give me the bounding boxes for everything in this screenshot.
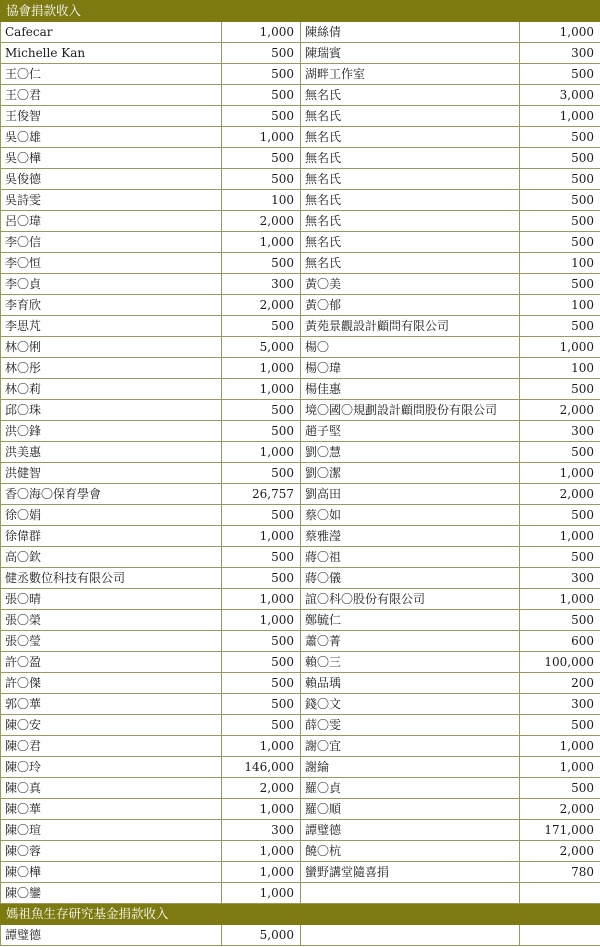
donor-name: 徐偉群	[1, 526, 222, 547]
table-row	[1, 85, 600, 106]
donation-amount: 1,000	[222, 127, 301, 148]
donor-name: 洪美惠	[1, 442, 222, 463]
donation-amount: 780	[520, 862, 600, 883]
donation-amount: 100	[520, 253, 600, 274]
donation-amount: 200	[520, 673, 600, 694]
table-row	[1, 736, 600, 757]
table-row	[1, 337, 600, 358]
donor-name: 饒〇杭	[301, 841, 520, 862]
donation-amount: 500	[520, 190, 600, 211]
donation-amount: 500	[520, 715, 600, 736]
donor-name: 趙子堅	[301, 421, 520, 442]
donor-name: 黃〇美	[301, 274, 520, 295]
table-row	[1, 295, 600, 316]
donation-amount: 500	[222, 106, 301, 127]
donation-amount: 300	[520, 421, 600, 442]
donation-amount: 500	[520, 211, 600, 232]
donor-name: 無名氏	[301, 106, 520, 127]
donation-amount: 1,000	[520, 463, 600, 484]
donation-amount: 2,000	[222, 295, 301, 316]
donation-amount: 2,000	[222, 778, 301, 799]
donor-name: 謝綸	[301, 757, 520, 778]
donor-name: 鄭毓仁	[301, 610, 520, 631]
table-row	[1, 778, 600, 799]
donation-amount: 100,000	[520, 652, 600, 673]
donation-amount: 500	[520, 547, 600, 568]
donation-amount: 171,000	[520, 820, 600, 841]
donor-name: 賴品瑀	[301, 673, 520, 694]
table-row	[1, 316, 600, 337]
donor-name: 無名氏	[301, 85, 520, 106]
donor-name: 陳〇樺	[1, 862, 222, 883]
donation-amount: 500	[520, 442, 600, 463]
table-row	[1, 841, 600, 862]
table-row	[1, 757, 600, 778]
table-row	[1, 652, 600, 673]
donation-amount: 1,000	[222, 883, 301, 904]
donation-amount: 500	[222, 463, 301, 484]
donation-amount: 500	[222, 421, 301, 442]
donor-name: 陳〇真	[1, 778, 222, 799]
table-row	[1, 883, 600, 904]
donation-amount: 500	[222, 43, 301, 64]
donation-amount: 500	[520, 778, 600, 799]
donor-name: 陳〇瑄	[1, 820, 222, 841]
table-row	[1, 505, 600, 526]
donor-name: 林〇俐	[1, 337, 222, 358]
donation-amount: 500	[520, 379, 600, 400]
donation-amount: 2,000	[520, 841, 600, 862]
donor-name: 蔡〇如	[301, 505, 520, 526]
donation-amount: 100	[520, 295, 600, 316]
donor-name: 張〇晴	[1, 589, 222, 610]
section-header	[1, 904, 600, 925]
table-row	[1, 169, 600, 190]
donor-name: 無名氏	[301, 127, 520, 148]
table-row	[1, 589, 600, 610]
table-row	[1, 358, 600, 379]
donor-name	[301, 925, 520, 946]
table-row	[1, 526, 600, 547]
donation-amount: 100	[520, 358, 600, 379]
donor-name: 蠻野講堂隨喜捐	[301, 862, 520, 883]
donor-name: 劉高田	[301, 484, 520, 505]
donor-name: 譚璧德	[1, 925, 222, 946]
table-row	[1, 568, 600, 589]
donation-amount: 500	[222, 631, 301, 652]
donor-name: 蔡雅瀅	[301, 526, 520, 547]
donation-amount: 1,000	[520, 337, 600, 358]
donor-name: 羅〇順	[301, 799, 520, 820]
donor-name: 吳詩雯	[1, 190, 222, 211]
table-row	[1, 421, 600, 442]
donor-name: 陳瑞賓	[301, 43, 520, 64]
donor-name: 楊〇	[301, 337, 520, 358]
donation-amount: 1,000	[222, 442, 301, 463]
donation-amount: 500	[222, 400, 301, 421]
donation-amount: 500	[222, 316, 301, 337]
donor-name: 無名氏	[301, 190, 520, 211]
donor-name: 王〇仁	[1, 64, 222, 85]
donation-amount: 1,000	[520, 526, 600, 547]
donor-name: 蔣〇儀	[301, 568, 520, 589]
donation-amount: 500	[222, 547, 301, 568]
donor-name: 羅〇貞	[301, 778, 520, 799]
table-row	[1, 211, 600, 232]
donor-name: 陳〇玲	[1, 757, 222, 778]
donation-amount: 5,000	[222, 925, 301, 946]
donor-name: 許〇傑	[1, 673, 222, 694]
donation-amount: 146,000	[222, 757, 301, 778]
donation-amount: 1,000	[222, 358, 301, 379]
donation-amount: 2,000	[520, 799, 600, 820]
donor-name: 誼〇科〇股份有限公司	[301, 589, 520, 610]
donor-name: 賴〇三	[301, 652, 520, 673]
donation-amount: 2,000	[520, 400, 600, 421]
donation-amount: 1,000	[222, 22, 301, 43]
donor-name: 薛〇雯	[301, 715, 520, 736]
donor-name: 洪健智	[1, 463, 222, 484]
donor-name: 無名氏	[301, 169, 520, 190]
donation-amount: 500	[222, 715, 301, 736]
table-row	[1, 673, 600, 694]
donor-name: 李〇貞	[1, 274, 222, 295]
donor-name: 譚璧德	[301, 820, 520, 841]
donation-amount: 1,000	[222, 610, 301, 631]
donation-amount: 500	[520, 232, 600, 253]
donation-amount: 500	[222, 148, 301, 169]
donor-name: 林〇莉	[1, 379, 222, 400]
donation-amount: 500	[520, 148, 600, 169]
table-row	[1, 274, 600, 295]
donor-name: 張〇榮	[1, 610, 222, 631]
donor-name: 陳〇蓉	[1, 841, 222, 862]
table-row	[1, 484, 600, 505]
donation-amount: 300	[520, 694, 600, 715]
donor-name: 劉〇潔	[301, 463, 520, 484]
donation-amount: 500	[222, 169, 301, 190]
table-row	[1, 715, 600, 736]
section-header	[1, 1, 600, 22]
donor-name: 錢〇文	[301, 694, 520, 715]
table-row	[1, 22, 600, 43]
donor-name: 王〇君	[1, 85, 222, 106]
donor-name: 無名氏	[301, 253, 520, 274]
donation-amount: 5,000	[222, 337, 301, 358]
donation-amount: 1,000	[222, 589, 301, 610]
donation-amount: 3,000	[520, 85, 600, 106]
donation-amount: 500	[520, 610, 600, 631]
donation-amount: 500	[222, 505, 301, 526]
donation-amount: 1,000	[222, 799, 301, 820]
donor-name: 李〇恒	[1, 253, 222, 274]
donation-amount: 300	[520, 43, 600, 64]
donation-table-body	[1, 1, 600, 946]
donor-name: 蔣〇祖	[301, 547, 520, 568]
donation-amount: 1,000	[520, 106, 600, 127]
donor-name: 林〇彤	[1, 358, 222, 379]
table-row	[1, 190, 600, 211]
donation-amount: 1,000	[520, 757, 600, 778]
donor-name: Cafecar	[1, 22, 222, 43]
donation-amount: 300	[222, 820, 301, 841]
donation-amount: 500	[520, 169, 600, 190]
table-row	[1, 631, 600, 652]
donation-amount: 26,757	[222, 484, 301, 505]
donation-amount: 300	[222, 274, 301, 295]
donor-name: 陳〇安	[1, 715, 222, 736]
donation-amount: 1,000	[222, 862, 301, 883]
donation-amount: 1,000	[520, 22, 600, 43]
donation-amount: 600	[520, 631, 600, 652]
donation-amount: 500	[222, 694, 301, 715]
donation-amount: 500	[222, 85, 301, 106]
donor-name: 呂〇瑋	[1, 211, 222, 232]
donation-amount: 100	[222, 190, 301, 211]
table-row	[1, 694, 600, 715]
donor-name: 健丞數位科技有限公司	[1, 568, 222, 589]
table-row	[1, 232, 600, 253]
donor-name	[301, 883, 520, 904]
donor-name: 李育欣	[1, 295, 222, 316]
table-row	[1, 442, 600, 463]
table-row	[1, 400, 600, 421]
donation-amount: 500	[222, 568, 301, 589]
donor-name: 無名氏	[301, 211, 520, 232]
donor-name: 李〇信	[1, 232, 222, 253]
donor-name: 湖畔工作室	[301, 64, 520, 85]
donor-name: 吳〇樺	[1, 148, 222, 169]
donor-name: 境〇國〇規劃設計顧問股份有限公司	[301, 400, 520, 421]
donor-name: 張〇瑩	[1, 631, 222, 652]
donation-amount: 500	[222, 64, 301, 85]
donor-name: 吳俊德	[1, 169, 222, 190]
donor-name: Michelle Kan	[1, 43, 222, 64]
donation-amount: 1,000	[222, 526, 301, 547]
donation-amount: 500	[222, 673, 301, 694]
donation-amount: 2,000	[520, 484, 600, 505]
donor-name: 無名氏	[301, 232, 520, 253]
donation-amount: 1,000	[222, 379, 301, 400]
donation-amount	[520, 883, 600, 904]
table-row	[1, 820, 600, 841]
donation-amount: 500	[520, 505, 600, 526]
donor-name: 邱〇珠	[1, 400, 222, 421]
table-row	[1, 106, 600, 127]
section-title: 協會捐款收入	[1, 1, 600, 22]
donor-name: 蕭〇菁	[301, 631, 520, 652]
donation-amount: 1,000	[520, 736, 600, 757]
table-row	[1, 43, 600, 64]
donation-amount: 500	[520, 316, 600, 337]
donor-name: 李思芃	[1, 316, 222, 337]
section-title: 媽祖魚生存研究基金捐款收入	[1, 904, 600, 925]
table-row	[1, 547, 600, 568]
donor-name: 無名氏	[301, 148, 520, 169]
table-row	[1, 127, 600, 148]
table-row	[1, 148, 600, 169]
table-row	[1, 610, 600, 631]
table-row	[1, 379, 600, 400]
donation-amount: 500	[222, 253, 301, 274]
donation-amount: 1,000	[222, 736, 301, 757]
donation-amount: 1,000	[222, 232, 301, 253]
donor-name: 陳〇君	[1, 736, 222, 757]
donation-amount: 2,000	[222, 211, 301, 232]
donor-name: 王俊智	[1, 106, 222, 127]
donation-amount	[520, 925, 600, 946]
donor-name: 徐〇娟	[1, 505, 222, 526]
donor-name: 洪〇鋒	[1, 421, 222, 442]
donor-name: 郭〇華	[1, 694, 222, 715]
table-row	[1, 925, 600, 946]
donor-name: 陳〇鑾	[1, 883, 222, 904]
donor-name: 劉〇慧	[301, 442, 520, 463]
donor-name: 楊佳惠	[301, 379, 520, 400]
table-row	[1, 253, 600, 274]
donor-name: 香〇海〇保育學會	[1, 484, 222, 505]
donor-name: 許〇盈	[1, 652, 222, 673]
table-row	[1, 463, 600, 484]
table-row	[1, 862, 600, 883]
donor-name: 高〇欽	[1, 547, 222, 568]
donation-amount: 500	[222, 652, 301, 673]
donor-name: 陳〇華	[1, 799, 222, 820]
donor-name: 黃〇郁	[301, 295, 520, 316]
table-row	[1, 64, 600, 85]
donation-amount: 1,000	[520, 589, 600, 610]
donor-name: 陳絲倩	[301, 22, 520, 43]
donation-amount: 1,000	[222, 841, 301, 862]
table-row	[1, 799, 600, 820]
donation-amount: 500	[520, 274, 600, 295]
donor-name: 楊〇瑋	[301, 358, 520, 379]
donation-amount: 300	[520, 568, 600, 589]
donor-name: 吳〇雄	[1, 127, 222, 148]
donation-amount: 500	[520, 127, 600, 148]
donation-amount: 500	[520, 64, 600, 85]
donor-name: 黃苑景觀設計顧問有限公司	[301, 316, 520, 337]
donor-name: 謝〇宜	[301, 736, 520, 757]
